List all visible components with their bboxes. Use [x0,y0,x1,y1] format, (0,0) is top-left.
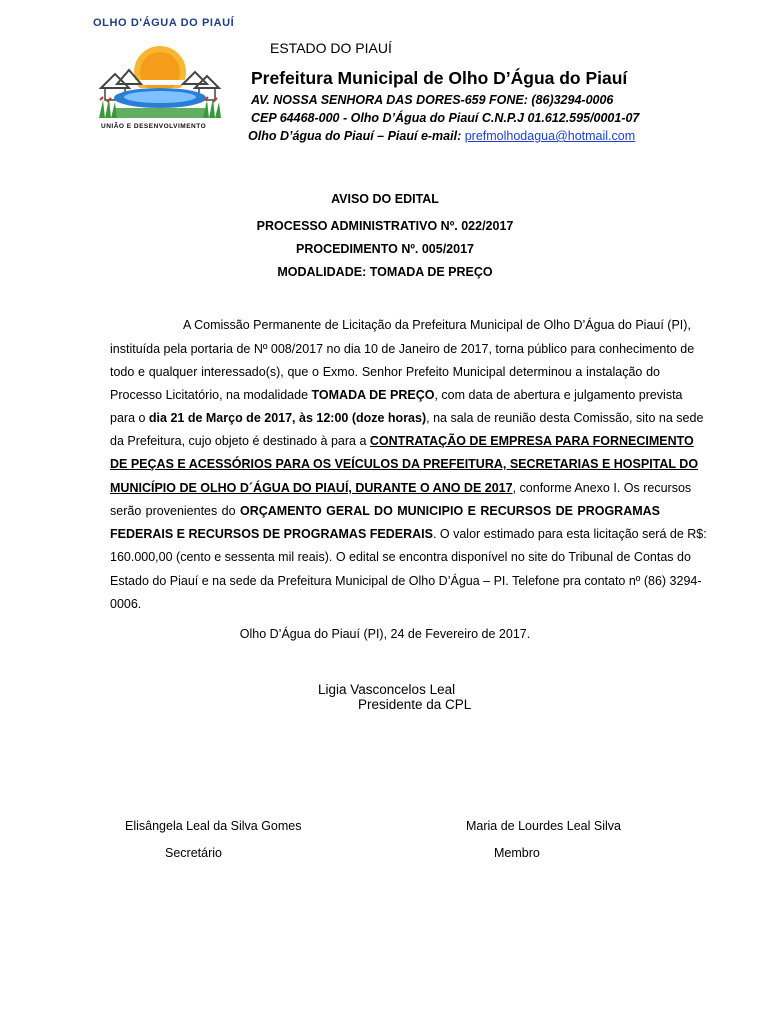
secretary-role: Secretário [165,846,222,860]
body-text: , na sala de reunião desta Comissão, sito na sede [426,411,704,425]
body-text: , com data de abertura e julgamento prevista [434,388,683,402]
municipality-logo [95,40,225,128]
procedure-number: PROCEDIMENTO Nº. 005/2017 [295,242,474,256]
body-line-5 [110,411,704,426]
body-line-4 [110,388,683,403]
signatory-name: Ligia Vasconcelos Leal [318,682,456,697]
prefecture-title: Prefeitura Municipal de Olho D’Água do Piauí [251,68,628,88]
body-line-3: todo e qualquer interessado(s), que o Exmo. Senhor Prefeito Municipal determinou a instalação do [110,365,660,379]
body-bold: dia 21 de Março de 2017, às 12:00 (doze horas) [148,411,427,425]
body-text: Processo Licitatório, na modalidade [110,388,312,402]
signatory-role: Presidente da CPL [358,697,472,712]
body-line-6 [110,434,694,449]
modality: MODALIDADE: TOMADA DE PREÇO [277,265,493,279]
body-line-8 [110,481,692,496]
body-bold: ORÇAMENTO GERAL DO MUNICIPIO E RECURSOS DE PROGRAMAS [239,504,660,518]
body-text: serão provenientes do [110,504,240,518]
body-line-9 [110,504,660,519]
body-line-12: Estado do Piauí e na sede da Prefeitura Municipal de Olho D’Água – PI. Telefone pra contato nº (86) 3294- [110,574,702,588]
member-role: Membro [494,846,540,860]
body-text: , conforme Anexo I. Os recursos [512,481,692,495]
body-line-10 [110,527,707,542]
logo-text: OLHO D'ÁGUA DO PIAUÍ [93,17,235,29]
body-bold-underlined: MUNICÍPIO DE OLHO D´ÁGUA DO PIAUÍ, DURANTE O ANO DE 2017 [110,481,513,495]
body-bold-underlined: CONTRATAÇÃO DE EMPRESA PARA FORNECIMENTO [369,434,694,448]
notice-title: AVISO DO EDITAL [331,192,439,206]
date-line: Olho D’Água do Piauí (PI), 24 de Fevereiro de 2017. [239,627,531,641]
body-line-1: A Comissão Permanente de Licitação da Prefeitura Municipal de Olho D’Água do Piauí (PI), [183,318,691,332]
body-line-13: 0006. [110,597,142,611]
address-line: AV. NOSSA SENHORA DAS DORES-659 FONE: (86)3294-0006 [251,93,614,107]
body-bold-underlined: DE PEÇAS E ACESSÓRIOS PARA OS VEÍCULOS DA PREFEITURA, SECRETARIAS E HOSPITAL DO [110,457,699,471]
body-text: da Prefeitura, cujo objeto é destinado à para a [110,434,370,448]
secretary-name: Elisângela Leal da Silva Gomes [125,819,302,833]
member-name: Maria de Lourdes Leal Silva [466,819,621,833]
cep-cnpj-line: CEP 64468-000 - Olho D’Água do Piauí C.N.P.J 01.612.595/0001-07 [251,111,640,125]
body-line-2: instituída pela portaria de Nº 008/2017 no dia 10 de Janeiro de 2017, torna público para conhecimento de [110,342,695,356]
body-text: . O valor estimado para esta licitação será de R$: [432,527,707,541]
email-link[interactable]: prefmolhodagua@hotmail.com [464,129,636,143]
logo-motto: UNIÃO E DESENVOLVIMENTO [101,123,207,130]
state-name: ESTADO DO PIAUÍ [270,40,392,56]
body-line-7 [110,457,699,472]
process-number: PROCESSO ADMINISTRATIVO Nº. 022/2017 [256,219,514,233]
body-bold: FEDERAIS E RECURSOS DE PROGRAMAS FEDERAIS [110,527,433,541]
body-bold: TOMADA DE PREÇO [311,388,435,402]
body-text: para o [110,411,149,425]
email-prefix: Olho D’água do Piauí – Piauí e-mail: [248,129,465,143]
body-line-11: 160.000,00 (cento e sessenta mil reais). O edital se encontra disponível no site do Tribunal de Contas do [110,550,691,564]
email-line [248,129,635,143]
